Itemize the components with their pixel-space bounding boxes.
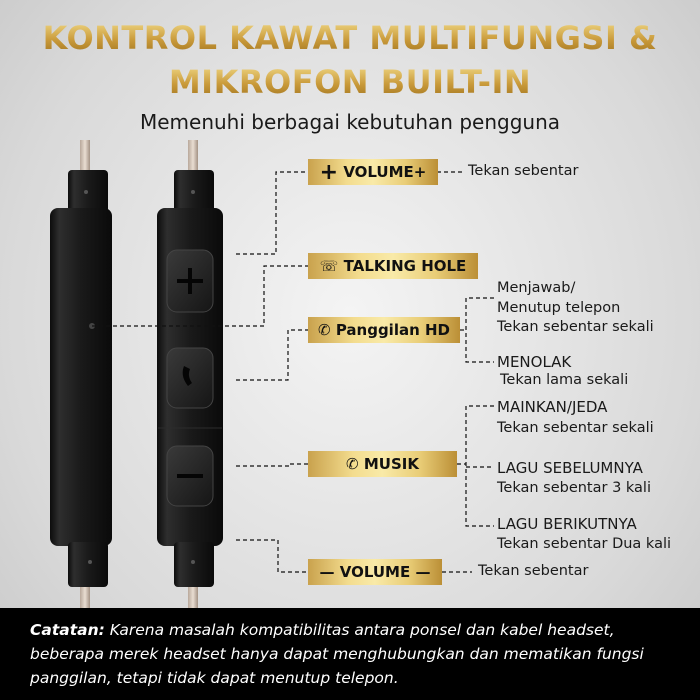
mainkan-title: MAINKAN/JEDA (497, 398, 608, 416)
title-line-1: KONTROL KAWAT MULTIFUNGSI & (0, 18, 700, 58)
callout-lines (92, 172, 494, 572)
panggilan-text: Panggilan HD (335, 321, 450, 339)
volume-up-text: VOLUME+ (343, 163, 427, 181)
talking-hole-label (308, 253, 478, 279)
phone-icon: ✆ (346, 455, 359, 473)
minus-icon: — (415, 563, 431, 581)
menjawab-desc: Tekan sebentar sekali (497, 319, 654, 335)
musik-label (308, 451, 457, 477)
footer-note (0, 608, 700, 700)
minus-icon: — (319, 563, 335, 581)
volume-up-label (308, 159, 438, 185)
volume-down-text: VOLUME (339, 563, 411, 581)
sebelumnya-desc: Tekan sebentar 3 kali (497, 480, 651, 496)
footer-label: Catatan: (30, 621, 105, 639)
remote-side-view (50, 140, 112, 610)
berikutnya-desc: Tekan sebentar Dua kali (497, 536, 672, 552)
menolak-desc: Tekan lama sekali (500, 372, 629, 388)
menolak-title: MENOLAK (497, 353, 572, 371)
remote-front-view (157, 140, 223, 610)
title-line-2: MIKROFON BUILT-IN (0, 62, 700, 102)
panggilan-label (308, 317, 460, 343)
volume-down-label (308, 559, 442, 585)
phone-button (167, 348, 213, 408)
footer-text: Karena masalah kompatibilitas antara ponsel dan kabel headset, beberapa merek headset hanya dapat menghubungkan dan mematikan fungsi panggilan, tetapi tidak dapat menutup telepon. (30, 621, 644, 687)
footer-paragraph (30, 618, 680, 690)
phone-icon: ✆ (318, 321, 331, 339)
sebelumnya-title: LAGU SEBELUMNYA (497, 459, 643, 477)
phone-wave-icon: ☏ (319, 257, 339, 275)
subtitle: Memenuhi berbagai kebutuhan pengguna (139, 110, 561, 134)
menjawab-title: Menjawab/ (497, 280, 576, 296)
menjawab-title-2: Menutup telepon (497, 300, 621, 316)
plus-icon: + (319, 160, 339, 185)
musik-text: MUSIK (363, 455, 419, 473)
talking-hole-text: TALKING HOLE (343, 257, 467, 275)
mainkan-desc: Tekan sebentar sekali (497, 420, 654, 436)
volume-up-note: Tekan sebentar (468, 163, 579, 179)
berikutnya-title: LAGU BERIKUTNYA (497, 515, 637, 533)
volume-down-note: Tekan sebentar (478, 563, 589, 579)
